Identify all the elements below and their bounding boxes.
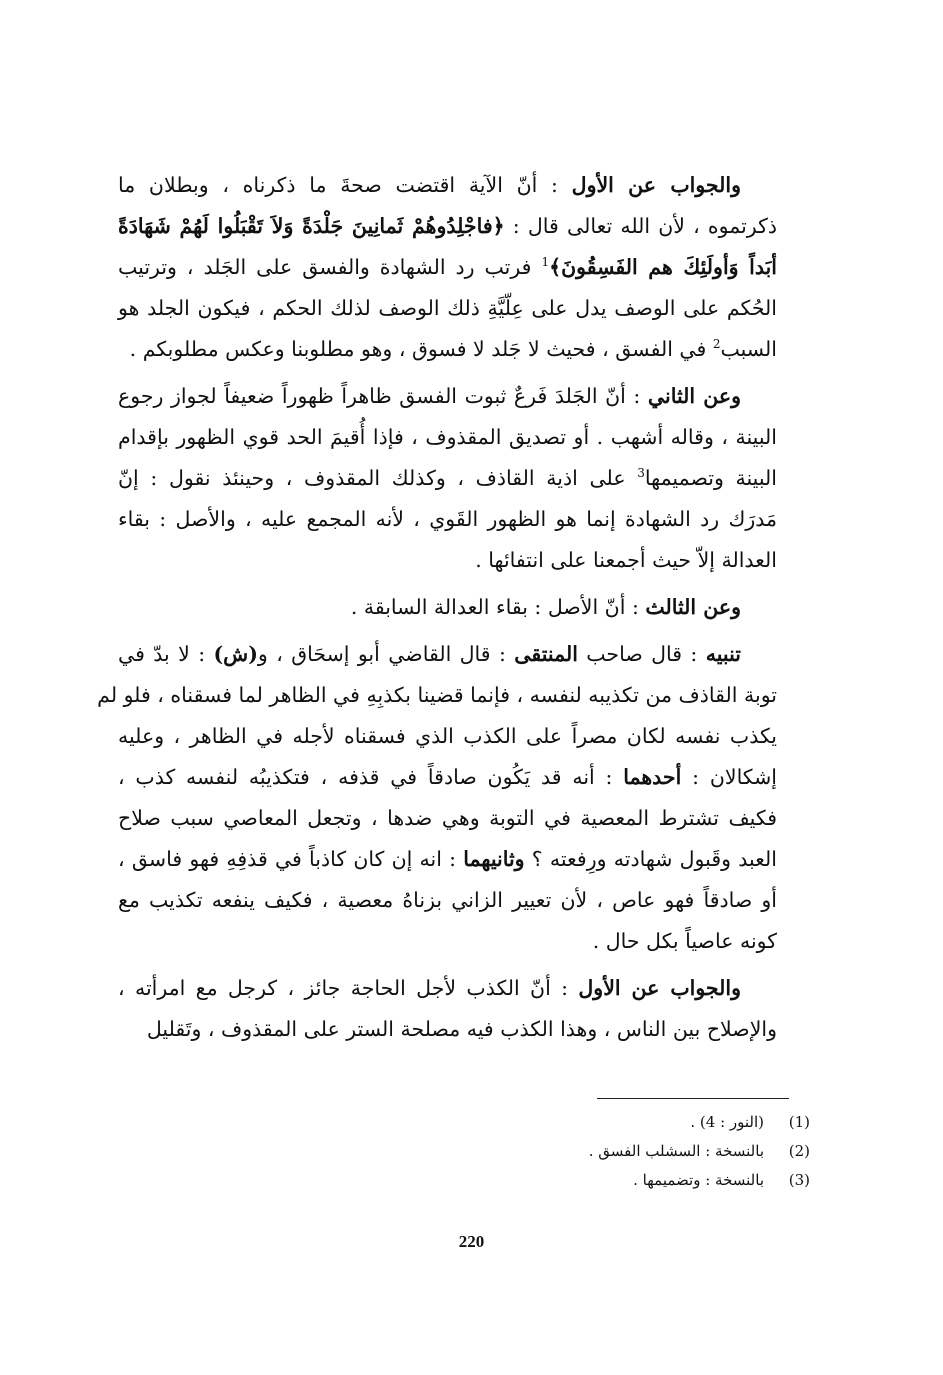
text-line xyxy=(118,968,813,1009)
text-line xyxy=(118,921,813,962)
text-line xyxy=(118,376,813,417)
text-run: : أنّ الآية اقتضت صحةَ ما ذكرناه ، وبطلان ما xyxy=(118,173,572,197)
footnote xyxy=(480,1137,810,1166)
text-line xyxy=(118,329,813,370)
paragraph xyxy=(97,634,813,962)
text-line xyxy=(118,716,813,757)
text-run: يكذب نفسه لكان مصراً على الكذب الذي فسقناه لأجله في الظاهر ، وعليه xyxy=(118,724,777,748)
text-run: فكيف تشترط المعصية في التوبة وهي ضدها ، وتجعل المعاصي سبب صلاح xyxy=(118,806,777,830)
text-line xyxy=(118,540,813,581)
text-run: العدالة إلاّ حيث أجمعنا على انتفائها . xyxy=(475,548,777,572)
text-run: : أنّ الأصل : بقاء العدالة السابقة . xyxy=(350,595,646,619)
text-run: في الفسق ، فحيث لا جَلد لا فسوق ، وهو مطلوبنا وعكس مطلوبكم . xyxy=(129,337,713,361)
text-run: العبد وقَبول شهادته ورِفعته ؟ xyxy=(524,847,777,871)
bold-text: وثانيهما xyxy=(463,847,525,871)
text-run: توبة القاذف من تكذيبه لنفسه ، فإنما قضينا بكذبِهِ في الظاهر لما فسقناه ، فلو لم xyxy=(97,683,777,707)
bold-text: أحدهما xyxy=(623,765,682,789)
footnote-number: (3) xyxy=(788,1171,810,1189)
main-text xyxy=(97,165,813,1054)
text-run: : قال القاضي أبو إسحَاق ، و xyxy=(257,642,515,666)
text-run: ذكرتموه ، لأن الله تعالى قال : xyxy=(504,214,778,238)
bold-text: المنتقى xyxy=(514,642,578,666)
text-run: : أنّ الجَلدَ فَرعٌ ثبوت الفسق ظاهراً ظهوراً ضعيفاً لجواز رجوع xyxy=(118,384,648,408)
text-line xyxy=(118,247,813,288)
footnote-text: (النور : 4) . xyxy=(690,1113,764,1131)
footnote-separator xyxy=(597,1098,789,1099)
bold-text: تنبيه xyxy=(705,642,741,666)
text-run: مَدرَك رد الشهادة إنما هو الظهور القَوي ، لأنه المجمع عليه ، والأصل : بقاء xyxy=(118,507,777,531)
text-run: : انه إن كان كاذباً في قذفِهِ فهو فاسق ، xyxy=(118,847,464,871)
text-run: والإصلاح بين الناس ، وهذا الكذب فيه مصلحة الستر على المقذوف ، وتَقليل xyxy=(146,1017,777,1041)
page-number: 220 xyxy=(458,1232,485,1251)
text-line xyxy=(118,587,813,628)
text-run: : قال صاحب xyxy=(577,642,706,666)
text-line xyxy=(118,757,813,798)
text-line xyxy=(118,634,813,675)
text-line xyxy=(118,880,813,921)
text-line xyxy=(118,798,813,839)
text-line xyxy=(118,1009,813,1050)
text-run: : لا بدّ في xyxy=(118,642,214,666)
footnote-text: بالنسخة : وتضميمها . xyxy=(633,1171,764,1189)
text-run: فرتب رد الشهادة والفسق على الجَلد ، وترتيب xyxy=(118,255,542,279)
bold-text: ﴿فاجْلِدُوهُمْ ثَمانِينَ جَلْدَةً وَلاَ تَقْبَلُوا لَهُمْ شَهَادَةً xyxy=(118,214,505,238)
footnote-number: (2) xyxy=(788,1142,810,1160)
text-line xyxy=(118,839,813,880)
footnote-ref: 3 xyxy=(637,466,645,481)
text-run: : أنه قد يَكُون صادقاً في قذفه ، فتكذيبُه لنفسه كذب ، xyxy=(118,765,624,789)
text-line xyxy=(118,458,813,499)
bold-text: وعن الثالث xyxy=(645,595,741,619)
text-run: السبب xyxy=(720,337,777,361)
paragraph xyxy=(118,968,813,1050)
text-line xyxy=(118,206,813,247)
text-run: إشكالان : xyxy=(681,765,778,789)
text-run: أو صادقاً فهو عاص ، لأن تعيير الزاني بزناهُ معصية ، فكيف ينفعه تكذيب مع xyxy=(118,888,777,912)
text-line xyxy=(118,165,813,206)
text-line xyxy=(118,288,813,329)
text-line xyxy=(118,417,813,458)
footnote-ref: 1 xyxy=(541,255,550,270)
footnotes xyxy=(480,1108,810,1195)
text-run: على اذية القاذف ، وكذلك المقذوف ، وحينئذ نقول : إنّ xyxy=(118,466,638,490)
text-run: البينة ، وقاله أشهب . أو تصديق المقذوف ، فإذا أُقيمَ الحد قوي الظهور بإقدام xyxy=(118,425,777,449)
footnote xyxy=(480,1166,810,1195)
paragraph xyxy=(118,376,813,581)
footnote xyxy=(480,1108,810,1137)
text-run: : أنّ الكذب لأجل الحاجة جائز ، كرجل مع امرأته ، xyxy=(118,976,579,1000)
footnote-text: بالنسخة : السشلب الفسق . xyxy=(588,1142,764,1160)
paragraph xyxy=(118,587,813,628)
text-run: كونه عاصياً بكل حال . xyxy=(592,929,777,953)
text-line xyxy=(97,675,813,716)
footnote-number: (1) xyxy=(788,1113,810,1131)
bold-text: والجواب عن الأول xyxy=(578,976,742,1000)
text-run: الحُكم على الوصف يدل على عِلّيَّةِ ذلك الوصف لذلك الحكم ، فيكون الجلد هو xyxy=(118,296,777,320)
bold-text: أبَداً وَأولَئِكَ هم الفَسِقُونَ﴾ xyxy=(549,255,777,279)
text-line xyxy=(118,499,813,540)
footnote-ref: 2 xyxy=(712,337,721,352)
bold-text: والجواب عن الأول xyxy=(571,173,741,197)
bold-text: (ش) xyxy=(213,642,258,666)
bold-text: وعن الثاني xyxy=(647,384,741,408)
text-run: البينة وتصميمها xyxy=(644,466,777,490)
paragraph xyxy=(118,165,813,370)
